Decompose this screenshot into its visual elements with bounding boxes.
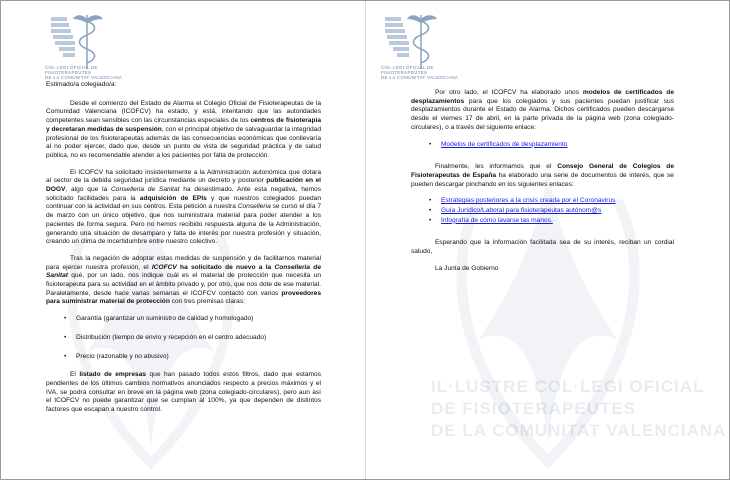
text-run: ha desestimado. Ante esta negativa, hemos solicitado facilidades para la [46,186,321,202]
college-logo-icon [47,11,107,73]
text-run: , algo que la [65,186,112,194]
text-run: El [70,371,80,379]
certificates-link[interactable]: Modelos de certificados de desplazamiento [441,140,568,148]
text-run: se cursó el día 7 de marzo con un único objetivo, que nos suministrara material para poder atender a los pacientes de forma segura. Pero no hemos recibido respuesta alguna de la Administración, generando una situación de desamparo y falta de interés por nuestra profesión y situación, creando un clima de incertidumbre entre nuestro colectivo. [46,203,321,246]
list-item: • Garantía (garantizar un suministro de calidad y homologado) [64,315,321,324]
text-run-bold: listado de empresas [79,371,147,379]
letter-body-left [46,81,321,423]
salutation: Estimado/a colegiado/a: [46,81,117,88]
list-item: • Distribución (tiempo de envío y recepción en el centro adecuado) [64,334,321,343]
documents-link-list [411,197,674,225]
logo-line-2: FISIOTERAPEUTES [381,70,428,75]
legal-guide-link[interactable]: Guía Jurídico/Laboral para fisioterapeutas autónom@s [441,207,602,215]
watermark-line-2: DE FISIOTERAPEUTES [431,399,637,418]
text-run-bold: adquisición de EPIs [139,194,207,202]
certificates-link-list [411,141,674,150]
watermark-line-1: IL·LUSTRE COL·LEGI OFICIAL [431,377,705,396]
list-item [429,197,674,206]
paragraph-alarm-state [46,100,321,161]
text-run-bold: ha solicitado de nuevo a la [176,263,275,271]
logo-caption [381,65,458,80]
list-item [429,217,674,226]
text-run-bold-italic: ICOFCV [151,263,177,271]
paragraph-suppliers [46,255,321,307]
logo-line-3: DE LA COMUNITAT VALENCIANA [45,75,123,80]
list-item [429,141,674,150]
letter-body-right [411,89,674,282]
text-run-bold: Consejo General de Colegios de Fisioterapeutas de España [411,163,674,179]
page-divider [365,1,366,479]
text-run-bold: proveedores para suministrar material de protección [46,289,321,306]
logo-line-3: DE LA COMUNITAT VALENCIANA [381,75,459,80]
watermark-line-3: DE LA COMUNITAT VALENCIANA [431,421,727,440]
logo-line-1: COL·LEGI OFICIAL DE [381,65,434,70]
text-run: que han pasado todos estos filtros, dado que estamos pendientes de los últimos cambios normativos anunciados respecto a precios máximos y el IVA, se podrá consultar en breve en la página web (zona colegiado-circulares), pero aun así el ICOFCV no puede garantizar que se cumplan al 100%, ya que dependen de distintos factores que escapan a nuestro control. [46,371,321,414]
text-run: para que los colegiados y sus pacientes puedan justificar sus desplazamientos durante el Estado de Alarma. Dichos certificados pueden descargarse desde el viernes 17 de abril, en la parte privada de la página web (zona colegiado-circulares), o a través del siguiente enlace: [411,97,674,131]
text-run: Por otro lado, el ICOFCV ha elaborado unos [435,89,583,96]
text-run-italic: Conselleria [237,203,271,211]
text-run-italic: Conselleria de Sanitat [111,186,180,194]
paragraph-legal-security [46,169,321,247]
text-run-bold: modelos de certificados de desplazamientos [411,89,674,105]
text-run-bold: publicación en el DOGV [46,177,321,194]
strategies-link[interactable]: Estrategias posteriores a la crisis creada por el Coronavirus [441,197,616,205]
list-item: • Precio (razonable y no abusivo) [64,353,321,362]
text-run: y que nuestros colegiados puedan continuar con la actividad en sus centros. Esta petición a nuestra [46,194,321,211]
text-run: El ICOFCV ha solicitado insistentemente a la Administración autonómica que dotara al sector de la debida seguridad jurídica mediante un decreto y posterior [46,168,321,185]
page-left [1,1,365,479]
text-run-bold-italic: Conselleria de Sanitat [46,263,321,280]
college-logo-icon [381,11,441,73]
logo-caption [45,65,122,80]
premises-list [46,315,321,361]
text-run: , con el principal objetivo de salvaguardar la integridad profesional de los fisioterapeutas además de las consecuencias económicas que conllevaría al no poder ejercer, dado que, desde un punto de vista de seguridad práctica y de salud pública, no es recomendable atender a los pacientes por falta de protección. [46,125,321,159]
list-item [429,207,674,216]
paragraph-company-list [46,371,321,415]
text-run: ha elaborado una serie de documentos de interés, que se pueden descargar pinchando en los siguientes enlaces: [411,171,674,188]
text-run: qué, por un lado, nos indique cuál es el material de protección que necesita un fisioterapeuta para su actividad en el ámbito privado y, por otro, que nos dote de ese material. Paralelamente, desde hace varias semanas el ICOFCV contactó con varios [46,272,321,297]
text-run: Desde el comienzo del Estado de Alarma el Colegio Oficial de Fisioterapeutas de la Comunidad Valenciana (ICOFCV) ha estado, y está, intentando que las autoridades competentes sean sensibles con las circunstancias especiales de los [46,99,321,125]
logo-line-2: FISIOTERAPEUTES [45,70,92,75]
logo-line-1: COL·LEGI OFICIAL DE [45,65,98,70]
text-run: Tras la negación de adoptar estas medidas de suspensión y de facilitarnos material para ejercer nuestra profesión, el [46,254,321,271]
text-run: con tres premisas claras: [169,298,245,306]
handwashing-infographic-link[interactable]: Infografía de cómo lavarse las manos. [441,216,553,224]
text-run-bold: centros de fisioterapia y decretaran medidas de suspensión [46,117,321,133]
paragraph-closing: Esperando que la información facilitada sea de su interés, reciban un cordial saludo, [411,239,674,256]
page-right [367,1,729,479]
text-run: Finalmente, les informamos que el [435,163,558,171]
signature: La Junta de Gobierno [435,264,499,272]
paragraph-general-council [411,163,674,189]
paragraph-certificates [411,89,674,133]
